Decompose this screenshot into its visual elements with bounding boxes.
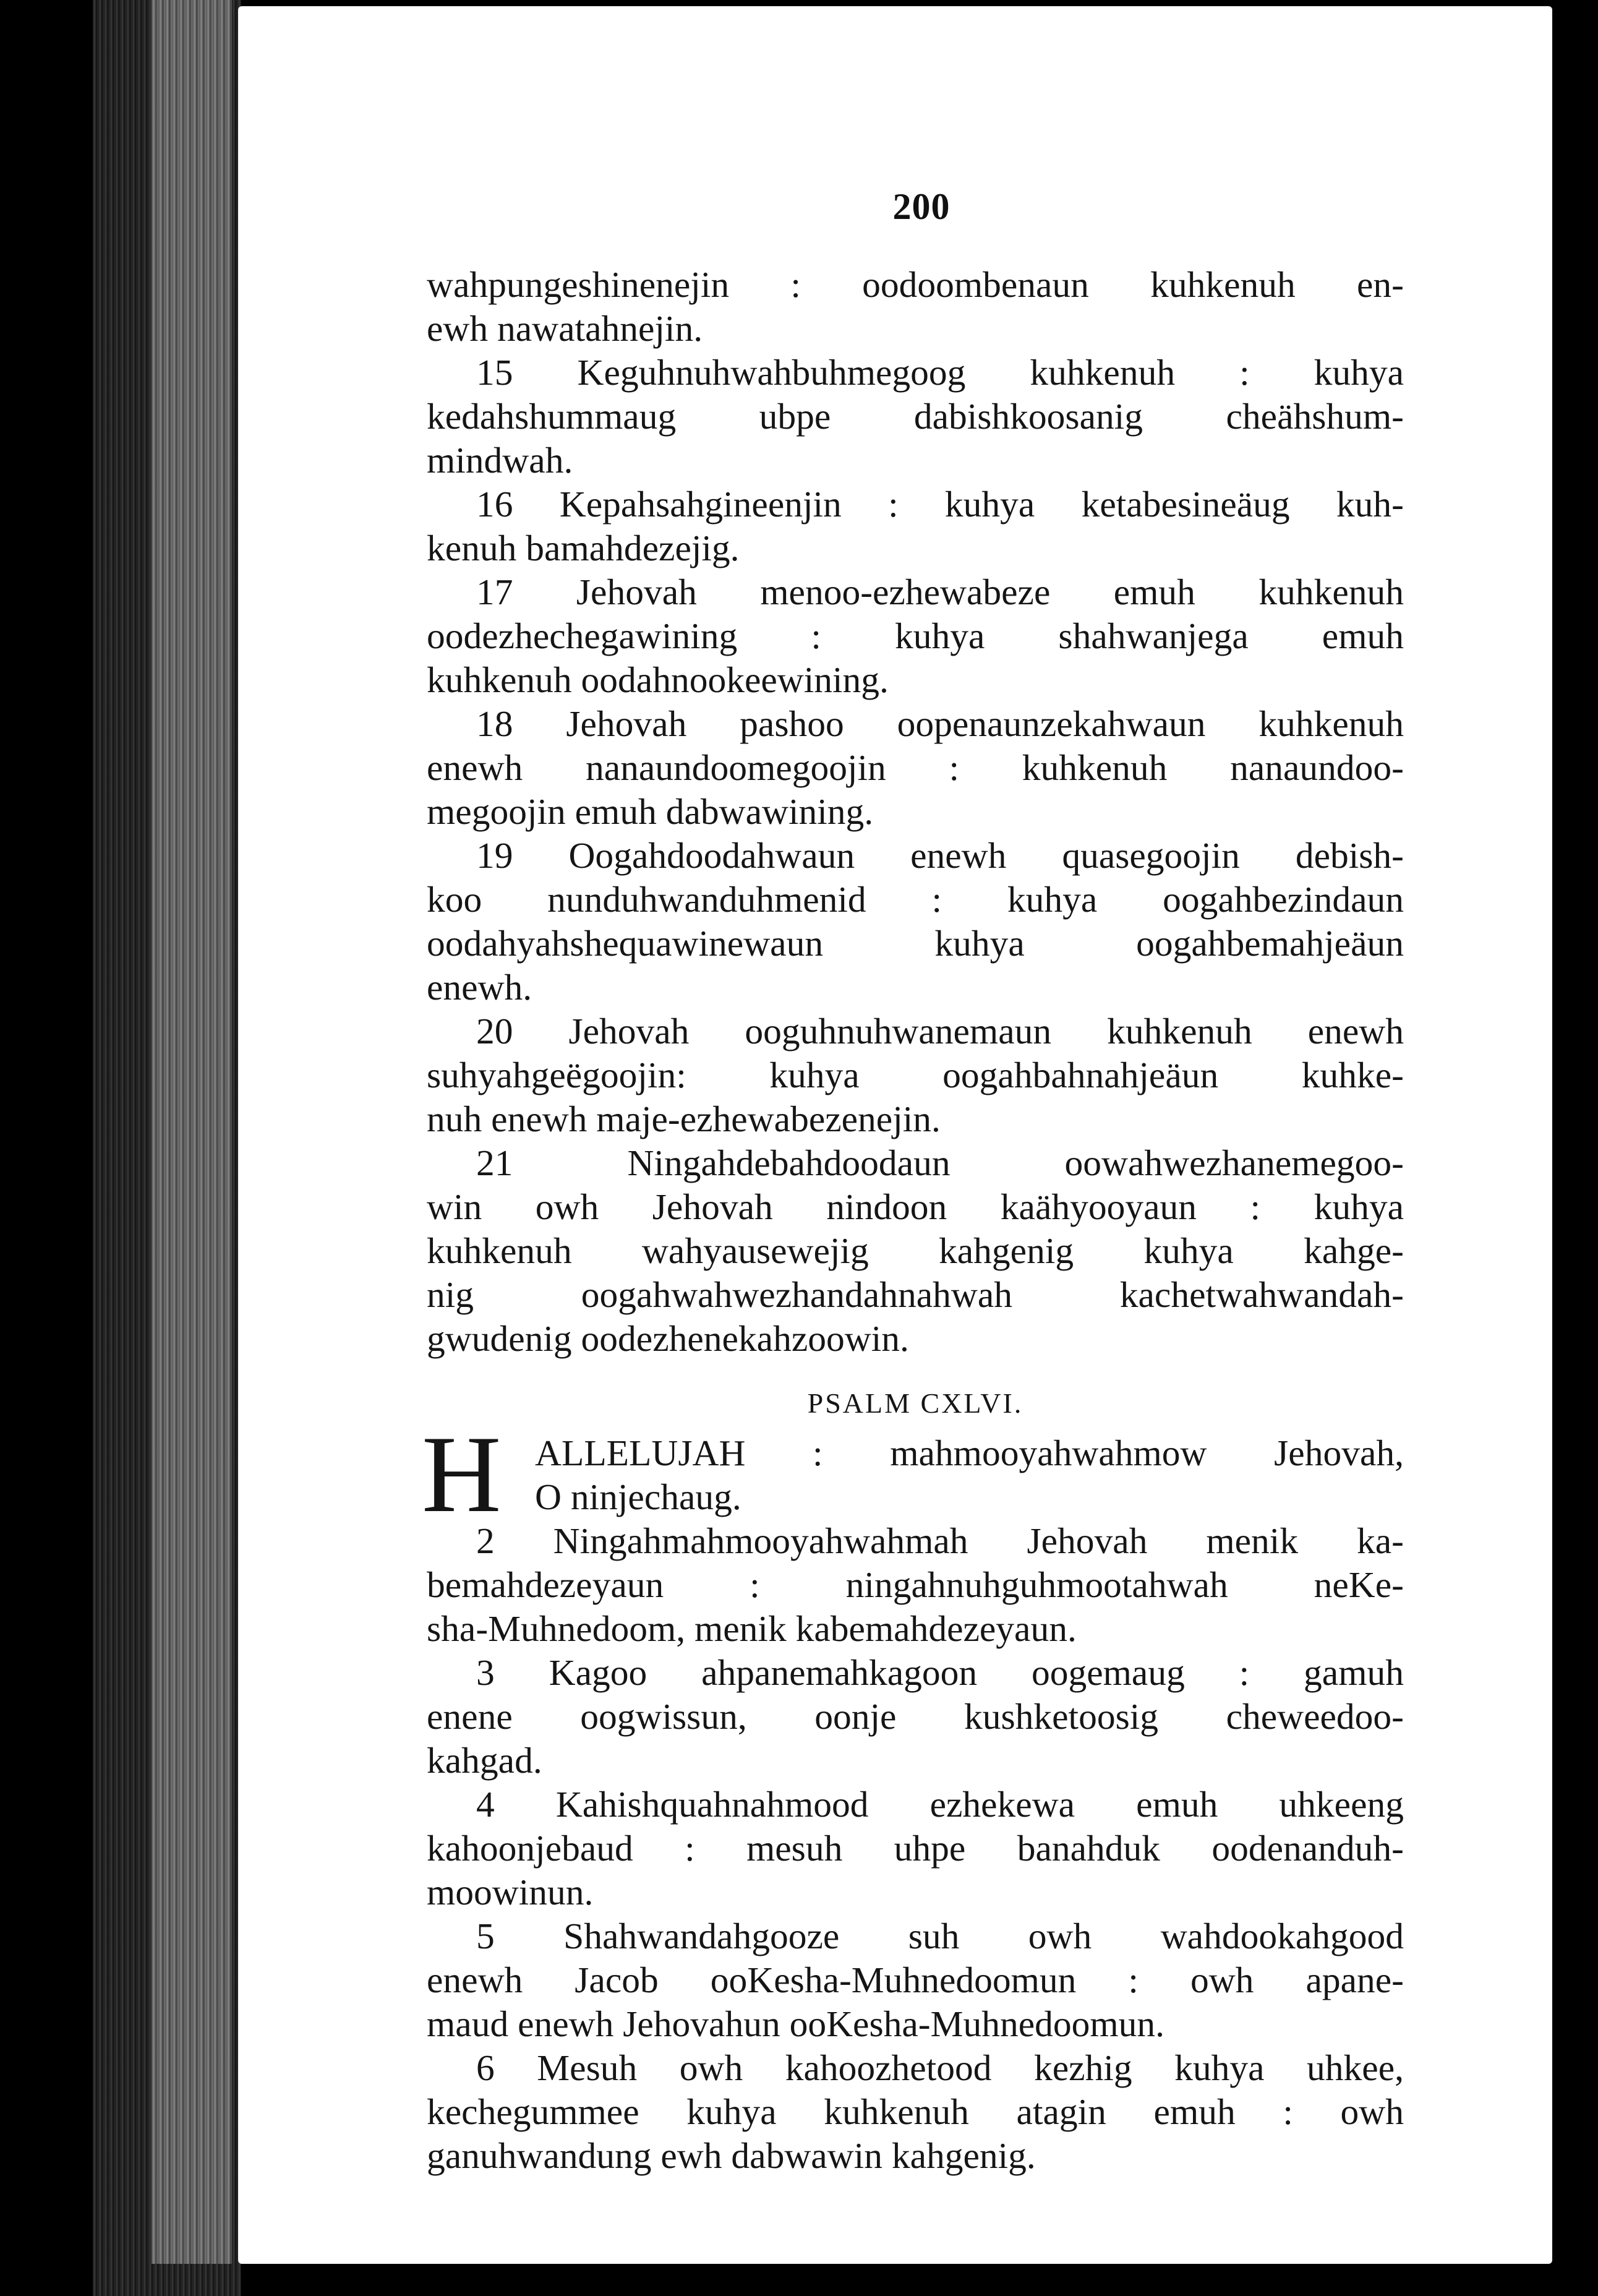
text-line: mindwah. (427, 440, 573, 481)
text-line: 6 Mesuh owh kahoozhetood kezhig kuhya uhkee, (476, 2047, 1404, 2088)
text-line: kahoonjebaud : mesuh uhpe banahduk oodenanduh- (427, 1828, 1404, 1869)
page-stack-edge (152, 0, 232, 2264)
text-line: koo nunduhwanduhmenid : kuhya oogahbezindaun (427, 879, 1404, 920)
text-line: 17 Jehovah menoo-ezhewabeze emuh kuhkenuh (476, 572, 1404, 612)
text-line: bemahdezeyaun : ningahnuhguhmootahwah neKe- (427, 1564, 1404, 1605)
verses-after-heading (427, 1519, 1404, 2178)
text-line: gwudenig oodezhenekahzoowin. (427, 1318, 909, 1359)
text-line: win owh Jehovah nindoon kaähyooyaun : kuhya (427, 1186, 1404, 1227)
text-line: enene oogwissun, oonje kushketoosig cheweedoo- (427, 1696, 1404, 1737)
text-line: enewh nanaundoomegoojin : kuhkenuh nanaundoo- (427, 747, 1404, 788)
text-line: enewh Jacob ooKesha-Muhnedoomun : owh apane- (427, 1960, 1404, 2000)
text-line: maud enewh Jehovahun ooKesha-Muhnedoomun. (427, 2003, 1165, 2044)
text-line: oodezhechegawining : kuhya shahwanjega emuh (427, 615, 1404, 656)
text-line: sha-Muhnedoom, menik kabemahdezeyaun. (427, 1608, 1077, 1649)
psalm-heading: PSALM CXLVI. (807, 1387, 1023, 1419)
text-line: oodahyahshequawinewaun kuhya oogahbemahjeäun (427, 923, 1404, 964)
text-line: kechegummee kuhya kuhkenuh atagin emuh : owh (427, 2091, 1404, 2132)
verses-before-heading (427, 263, 1404, 1361)
text-line: 4 Kahishquahnahmood ezhekewa emuh uhkeeng (476, 1784, 1404, 1825)
page-number: 200 (892, 186, 951, 227)
text-line: moowinun. (427, 1872, 594, 1913)
text-line: ALLELUJAH : mahmooyahwahmow Jehovah, (535, 1433, 1404, 1473)
text-line: nuh enewh maje-ezhewabezenejin. (427, 1099, 941, 1139)
text-line: wahpungeshinenejin : oodoombenaun kuhkenuh en- (427, 264, 1404, 305)
text-line: ewh nawatahnejin. (427, 308, 703, 349)
text-line: 15 Keguhnuhwahbuhmegoog kuhkenuh : kuhya (476, 352, 1404, 393)
text-line: kenuh bamahdezejig. (427, 528, 740, 568)
page-text (422, 263, 1404, 2178)
scan-border (1552, 0, 1598, 2296)
drop-cap-lines (535, 1431, 1404, 1519)
text-line: enewh. (427, 967, 532, 1008)
text-line: ganuhwandung ewh dabwawin kahgenig. (427, 2135, 1036, 2176)
drop-cap: H (422, 1413, 502, 1535)
text-line: kuhkenuh wahyausewejig kahgenig kuhya kahge- (427, 1230, 1404, 1271)
text-line: O ninjechaug. (535, 1476, 741, 1517)
text-line: 2 Ningahmahmooyahwahmah Jehovah menik ka- (476, 1520, 1404, 1561)
text-line: kedahshummaug ubpe dabishkoosanig cheähshum- (427, 396, 1404, 437)
text-line: 20 Jehovah ooguhnuhwanemaun kuhkenuh enewh (476, 1011, 1404, 1052)
text-line: kuhkenuh oodahnookeewining. (427, 659, 889, 700)
text-line: 19 Oogahdoodahwaun enewh quasegoojin debish- (476, 835, 1404, 876)
text-line: kahgad. (427, 1740, 542, 1781)
text-line: megoojin emuh dabwawining. (427, 791, 874, 832)
text-line: 18 Jehovah pashoo oopenaunzekahwaun kuhkenuh (476, 703, 1404, 744)
text-line: 21 Ningahdebahdoodaun oowahwezhanemegoo- (476, 1142, 1404, 1183)
text-line: nig oogahwahwezhandahnahwah kachetwahwandah- (427, 1274, 1404, 1315)
text-line: 16 Kepahsahgineenjin : kuhya ketabesineäug kuh- (476, 484, 1404, 525)
text-line: 5 Shahwandahgooze suh owh wahdookahgood (476, 1916, 1404, 1956)
text-line: suhyahgeëgoojin: kuhya oogahbahnahjeäun kuhke- (427, 1055, 1404, 1095)
text-line: 3 Kagoo ahpanemahkagoon oogemaug : gamuh (476, 1652, 1404, 1693)
psalm-opening (422, 1413, 1404, 1535)
